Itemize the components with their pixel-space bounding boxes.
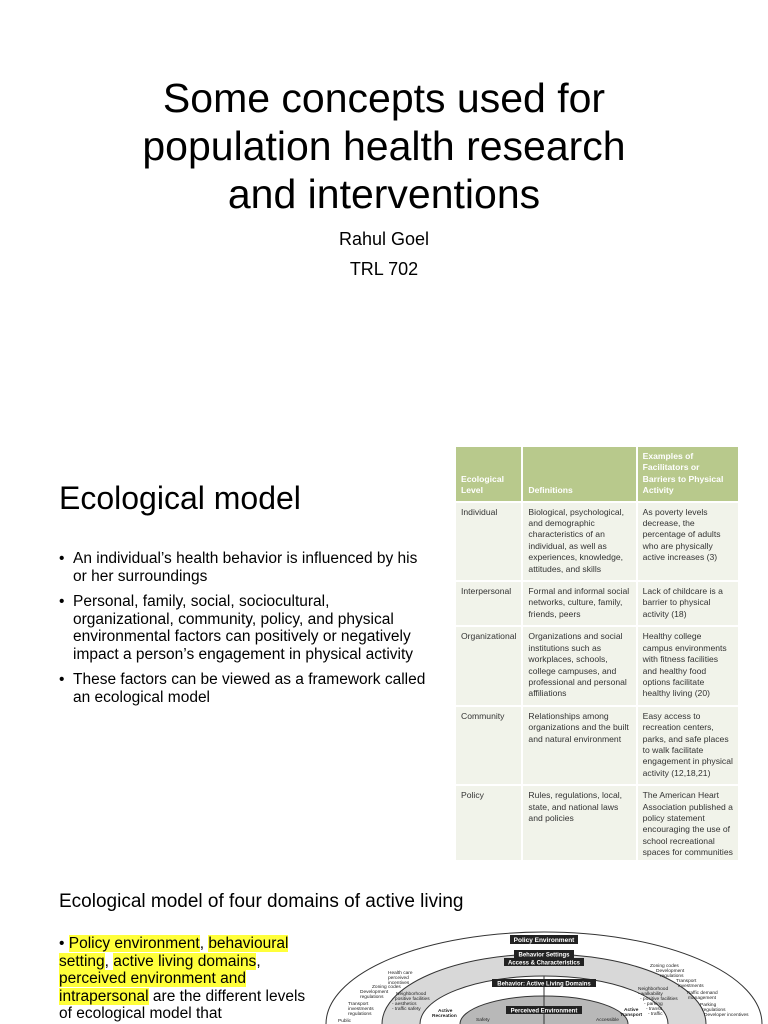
table-cell: Community xyxy=(456,706,522,785)
diagram-label: Safety xyxy=(476,1018,490,1023)
diagram-label: Developer incentives xyxy=(704,1013,749,1018)
highlight-policy-environment: Policy environment xyxy=(68,935,200,952)
bullet-text: Personal, family, social, sociocultural, organizational, community, policy, and physical environmental factors can positively or negatively impact a person’s engagement in physical activity xyxy=(73,593,414,663)
diagram-label: Zoning codes xyxy=(650,964,679,969)
diagram-label: investments xyxy=(678,984,704,989)
diagram-label: Active xyxy=(438,1009,453,1014)
diagram-label: regulations xyxy=(348,1012,372,1017)
bullet-text: are the different levels of ecological model that xyxy=(59,987,306,1022)
table-cell: Formal and informal social networks, culture, family, friends, peers xyxy=(522,581,636,626)
diagram-label: - walkability xyxy=(638,992,663,997)
diagram-label: investments xyxy=(348,1007,374,1012)
table-cell: Individual xyxy=(456,502,522,581)
bullet-dot-icon: • xyxy=(59,550,65,567)
table-cell: The American Heart Association published a policy statement encouraging the use of school recreational spaces for communities xyxy=(637,785,739,875)
separator: , xyxy=(256,952,261,970)
highlighted-bullet xyxy=(59,935,309,1023)
bullet-dot-icon: • xyxy=(59,593,65,610)
diagram-label: Active xyxy=(624,1008,639,1013)
title-slide xyxy=(0,0,768,420)
band-label: Access & Characteristics xyxy=(507,960,581,967)
diagram-label: - transit xyxy=(646,1007,662,1012)
diagram-label: Parking xyxy=(700,1003,717,1008)
diagram-label: - positive facilities xyxy=(392,997,430,1002)
bullet-dot-icon: • xyxy=(59,935,69,952)
table-cell: Healthy college campus environments with fitness facilities and healthy food options facilitate healthy living (20) xyxy=(637,626,739,705)
active-living-diagram xyxy=(320,928,768,1024)
title-line-2: population health research xyxy=(142,123,626,169)
band-label: Policy Environment xyxy=(513,937,575,944)
bullet-item xyxy=(59,593,434,663)
table-cell: Relationships among organizations and the built and natural environment xyxy=(522,706,636,785)
table-row xyxy=(456,706,739,785)
table-cell: Organizations and social institutions such as workplaces, schools, college campuses, and professional and personal affiliations xyxy=(522,626,636,705)
diagram-label: regulations xyxy=(660,974,684,979)
bullet-dot-icon: • xyxy=(59,671,65,688)
bullet-item xyxy=(59,550,434,585)
diagram-label: - traffic safety xyxy=(392,1007,421,1012)
author-name: Rahul Goel xyxy=(338,229,430,249)
ecological-model-slide xyxy=(0,420,768,860)
diagram-label: regulations xyxy=(702,1008,726,1013)
slide-title: Ecological model of four domains of active living xyxy=(59,891,464,912)
diagram-label: Zoning codes xyxy=(372,985,401,990)
diagram-label: Neighborhood xyxy=(396,992,427,997)
table-cell: Lack of childcare is a barrier to physical activity (18) xyxy=(637,581,739,626)
diagram-label: Transport xyxy=(676,979,697,984)
band-label: Behavior Settings xyxy=(518,952,570,959)
table-row xyxy=(456,626,739,705)
table-cell: Rules, regulations, local, state, and national laws and policies xyxy=(522,785,636,875)
table-header: Examples of Facilitators or Barriers to Physical Activity xyxy=(637,447,739,502)
diagram-label: - traffic xyxy=(648,1012,663,1017)
presentation-title xyxy=(40,74,728,218)
table-cell: Biological, psychological, and demographic characteristics of an individual, as well as experiences, knowledge, attitudes, and skills xyxy=(522,502,636,581)
diagram-label: Development xyxy=(360,990,389,995)
bullet-item xyxy=(59,671,434,706)
table-cell: Easy access to recreation centers, parks, and safe places to walk facilitate engagement in physical activity (12,18,21) xyxy=(637,706,739,785)
diagram-label: - positive facilities xyxy=(640,997,678,1002)
table-header-row xyxy=(456,447,739,502)
diagram-label: Traffic demand xyxy=(686,991,718,996)
diagram-label: Neighborhood xyxy=(638,987,669,992)
separator: , xyxy=(199,935,209,952)
table-header: Ecological Level xyxy=(456,447,522,502)
highlight-behavioural-setting: behavioural setting xyxy=(59,935,289,970)
ecological-levels-table xyxy=(456,447,740,875)
table-cell: As poverty levels decrease, the percentage of adults who are physically active increases (3) xyxy=(637,502,739,581)
bullet-text: An individual’s health behavior is influenced by his or her surroundings xyxy=(73,550,418,585)
diagram-label: Transport xyxy=(348,1002,369,1007)
diagram-label: Health care xyxy=(388,971,413,976)
active-living-slide xyxy=(0,860,768,1024)
bullet-text: These factors can be viewed as a framework called an ecological model xyxy=(73,671,426,706)
title-line-1: Some concepts used for xyxy=(162,75,606,121)
table-cell: Policy xyxy=(456,785,522,875)
highlight-perceived-environment: perceived environment and intrapersonal xyxy=(59,970,246,1005)
diagram-label: - aesthetics xyxy=(392,1002,417,1007)
band-label: Behavior: Active Living Domains xyxy=(497,981,591,988)
course-code: TRL 702 xyxy=(349,259,419,279)
diagram-label: Transport xyxy=(620,1013,643,1018)
slide-title: Ecological model xyxy=(59,480,301,516)
diagram-label: regulations xyxy=(360,995,384,1000)
diagram-label: - parking xyxy=(644,1002,663,1007)
title-line-3: and interventions xyxy=(227,171,541,217)
table-cell: Organizational xyxy=(456,626,522,705)
diagram-label: Accessible xyxy=(596,1018,619,1023)
separator: , xyxy=(104,952,114,970)
diagram-label: management xyxy=(688,996,716,1001)
diagram-label: perceived xyxy=(388,976,409,981)
bullet-list xyxy=(59,550,434,714)
table-row xyxy=(456,581,739,626)
diagram-label: Recreation xyxy=(432,1014,457,1019)
highlight-active-living-domains: active living domains xyxy=(113,952,257,970)
table-header: Definitions xyxy=(522,447,636,502)
diagram-label: Public xyxy=(338,1019,352,1024)
band-label: Perceived Environment xyxy=(510,1008,578,1015)
table-cell: Interpersonal xyxy=(456,581,522,626)
diagram-label: incentives xyxy=(388,981,410,986)
diagram-label: Development xyxy=(656,969,685,974)
table-row xyxy=(456,502,739,581)
